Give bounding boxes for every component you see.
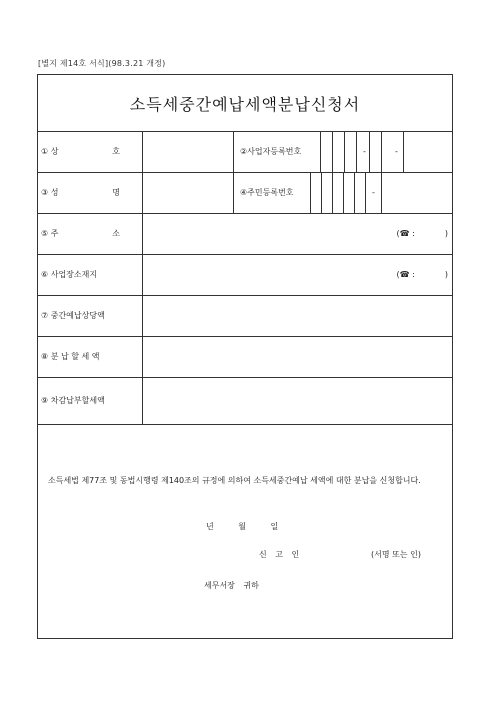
field-balance-amount[interactable] xyxy=(143,377,452,424)
signature-label: (서명 또는 인) xyxy=(371,550,421,559)
field-resident-reg-number[interactable] xyxy=(310,172,452,213)
label-name-right: 명 xyxy=(112,188,120,197)
field-installment-amount[interactable] xyxy=(143,336,452,377)
business-phone-close: ) xyxy=(444,270,448,279)
tax-office-addressee: 세무서장 귀하 xyxy=(204,581,259,590)
field-interim-amount[interactable] xyxy=(143,295,452,336)
row-interim-amount xyxy=(38,295,452,337)
label-installment-amount: ⑧ 분 납 할 세 액 xyxy=(38,336,143,377)
row-address xyxy=(38,213,452,255)
label-name xyxy=(38,172,143,213)
field-trade-name[interactable] xyxy=(143,131,233,172)
form-title: 소득세중간예납세액분납신청서 xyxy=(129,94,361,114)
business-phone xyxy=(397,254,448,295)
row-name xyxy=(38,172,452,214)
row-business-location xyxy=(38,254,452,296)
address-phone-open: (☎ : xyxy=(396,229,415,238)
biz-reg-dash-1: - xyxy=(363,147,366,156)
field-biz-reg-number[interactable] xyxy=(320,131,452,172)
label-interim-amount: ⑦ 중간예납상당액 xyxy=(38,295,143,336)
address-phone xyxy=(397,213,448,254)
label-resident-reg-number: ④주민등록번호 xyxy=(240,188,294,197)
field-name[interactable] xyxy=(143,172,233,213)
declaration-area xyxy=(38,425,452,639)
business-phone-open: (☎ : xyxy=(396,270,415,279)
label-trade-name-left: ① 상 xyxy=(41,147,59,156)
reporter-label: 신 고 인 xyxy=(259,550,300,559)
date-line: 년 월 일 xyxy=(206,522,279,531)
label-address-left: ⑤ 주 xyxy=(41,229,59,238)
row-installment-amount xyxy=(38,336,452,378)
title-row xyxy=(38,75,452,132)
biz-reg-dash-2: - xyxy=(395,147,398,156)
label-balance-amount: ⑨ 차감납부할세액 xyxy=(38,377,143,424)
label-trade-name xyxy=(38,131,143,172)
label-trade-name-right: 호 xyxy=(112,147,120,156)
address-phone-close: ) xyxy=(444,229,448,238)
row-balance-amount xyxy=(38,377,452,425)
declaration-text: 소득세법 제77조 및 동법시행령 제140조의 규정에 의하여 소득세중간예납 세액에 대한 분납을 신청합니다. xyxy=(48,476,421,485)
label-biz-reg-number: ②사업자등록번호 xyxy=(240,147,302,156)
label-address-right: 소 xyxy=(112,229,120,238)
label-name-left: ③ 성 xyxy=(41,188,59,197)
row-trade-name xyxy=(38,131,452,173)
application-form xyxy=(37,74,453,639)
form-number-note: [별지 제14호 서식](98.3.21 개정) xyxy=(38,59,166,68)
label-address xyxy=(38,213,143,254)
label-business-location: ⑥ 사업장소재지 xyxy=(38,254,143,295)
resident-reg-dash: - xyxy=(372,188,375,197)
